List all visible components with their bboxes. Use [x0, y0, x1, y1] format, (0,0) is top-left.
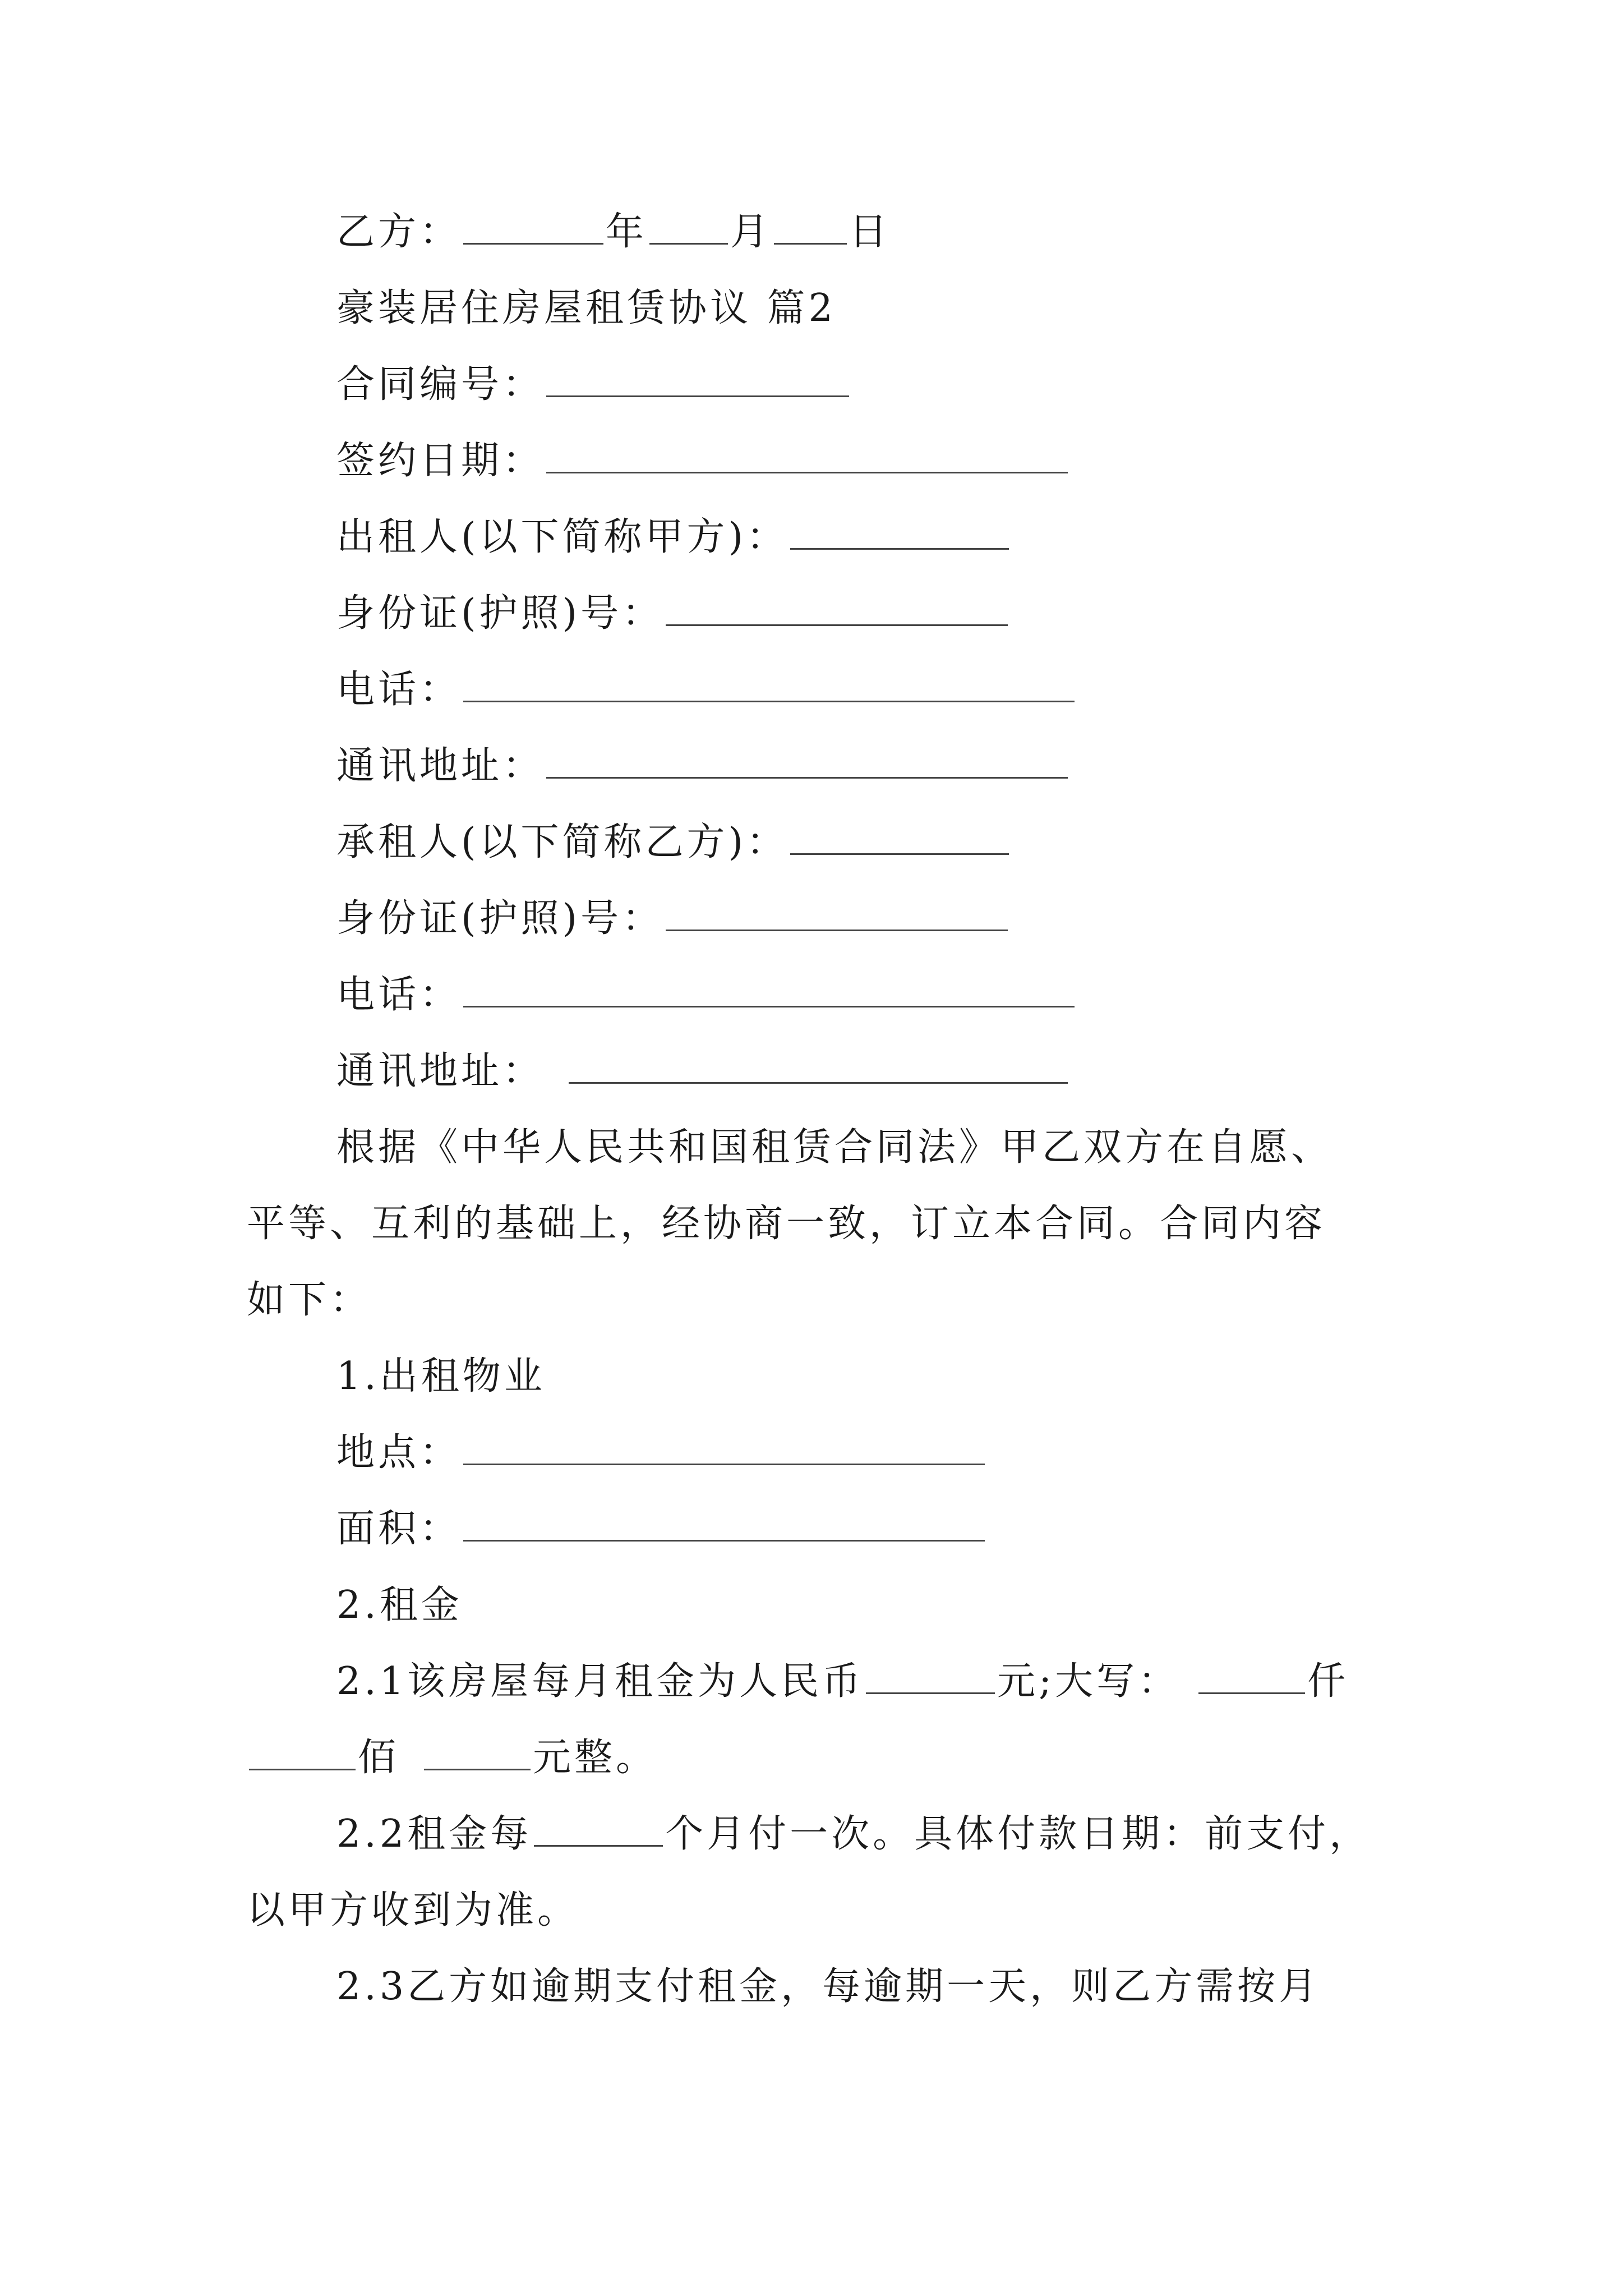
area-blank: [463, 1510, 985, 1542]
lessor-address-line: [336, 744, 1070, 789]
lessor-line: [336, 515, 1011, 560]
intro-text-1: 根据《中华人民共和国租赁合同法》甲乙双方在自愿、: [336, 1125, 1333, 1170]
clause-2-1-text-b: 元;大写：: [997, 1659, 1180, 1704]
lessor-id-label: 身份证(护照)号：: [336, 591, 664, 636]
intro-paragraph-line-2: [247, 1202, 1326, 1246]
lessee-id-blank: [666, 899, 1008, 931]
lessor-address-label: 通讯地址：: [336, 744, 545, 788]
sign-date-label: 签约日期：: [336, 439, 545, 483]
clause-2-3-text: 2.3乙方如逾期支付租金，每逾期一天，则乙方需按月: [336, 1964, 1321, 2009]
clause-2-1-text-a: 2.1该房屋每月租金为人民币: [336, 1659, 864, 1704]
lessee-phone-blank: [463, 976, 1075, 1007]
hundreds-blank: [249, 1738, 356, 1770]
clause-2-2-text-b: 个月付一次。具体付款日期：前支付，: [665, 1812, 1371, 1856]
lessor-blank: [790, 518, 1009, 550]
thousands-blank: [1198, 1662, 1305, 1694]
lessee-id-label: 身份证(护照)号：: [336, 896, 664, 941]
intro-text-3: 如下：: [247, 1278, 372, 1322]
day-label: 日: [849, 210, 891, 254]
lessee-id-line: [336, 896, 1010, 941]
intro-paragraph-line-1: [336, 1125, 1332, 1170]
lessor-phone-line: [336, 668, 1077, 712]
lessor-address-blank: [546, 747, 1068, 779]
section-title: [336, 286, 836, 331]
area-line: [336, 1507, 987, 1552]
year-label: 年: [606, 210, 648, 254]
contract-number-label: 合同编号：: [336, 362, 545, 407]
lessee-address-label: 通讯地址：: [336, 1049, 545, 1093]
day-blank: [774, 213, 847, 245]
section-title-text: 豪装居住房屋租赁协议 篇2: [336, 286, 836, 330]
party-b-date-line: [336, 210, 891, 255]
date-blank: [463, 213, 603, 245]
lessee-line: [336, 820, 1011, 865]
clause-2-3-line-1: [336, 1964, 1320, 2009]
clause-2-1-text-e: 元整。: [533, 1736, 658, 1780]
section-2-heading: [336, 1583, 463, 1628]
lessee-address-blank: [569, 1052, 1068, 1084]
lessor-id-blank: [666, 594, 1008, 626]
contract-number-line: [336, 362, 851, 407]
clause-2-2-line-1: [336, 1812, 1371, 1857]
rent-amount-blank: [866, 1662, 995, 1694]
clause-2-2-line-2: [247, 1888, 579, 1933]
clause-2-2-text-a: 2.2租金每: [336, 1812, 532, 1856]
clause-2-1-text-d: 佰: [358, 1736, 400, 1780]
payment-months-blank: [534, 1815, 663, 1847]
location-label: 地点：: [336, 1430, 462, 1475]
sign-date-line: [336, 439, 1070, 484]
lessee-label: 承租人(以下简称乙方)：: [336, 820, 789, 864]
lessee-phone-line: [336, 973, 1077, 1018]
contract-number-blank: [546, 365, 849, 397]
intro-text-2: 平等、互利的基础上，经协商一致，订立本合同。合同内容: [247, 1202, 1326, 1246]
intro-paragraph-line-3: [247, 1278, 371, 1323]
clause-2-2-text-c: 以甲方收到为准。: [247, 1888, 579, 1932]
lessee-blank: [790, 823, 1009, 855]
lessor-phone-blank: [463, 670, 1075, 702]
sign-date-blank: [546, 441, 1068, 473]
lessor-id-line: [336, 591, 1010, 636]
location-line: [336, 1430, 987, 1475]
month-label: 月: [730, 210, 772, 254]
clause-2-1-line-2: [247, 1736, 657, 1780]
lessee-address-line: [336, 1049, 1070, 1094]
lessor-label: 出租人(以下简称甲方)：: [336, 515, 789, 559]
clause-2-1-text-c: 仟: [1307, 1659, 1349, 1704]
lessor-phone-label: 电话：: [336, 668, 462, 712]
month-blank: [649, 213, 728, 245]
area-label: 面积：: [336, 1507, 462, 1551]
clause-2-1-line-1: [336, 1659, 1349, 1704]
location-blank: [463, 1433, 985, 1465]
lessee-phone-label: 电话：: [336, 973, 462, 1017]
yuan-blank: [424, 1738, 531, 1770]
section-2-text: 2.租金: [336, 1583, 463, 1627]
section-1-heading: [336, 1354, 546, 1399]
party-b-label: 乙方：: [336, 210, 462, 254]
section-1-text: 1.出租物业: [336, 1354, 546, 1398]
